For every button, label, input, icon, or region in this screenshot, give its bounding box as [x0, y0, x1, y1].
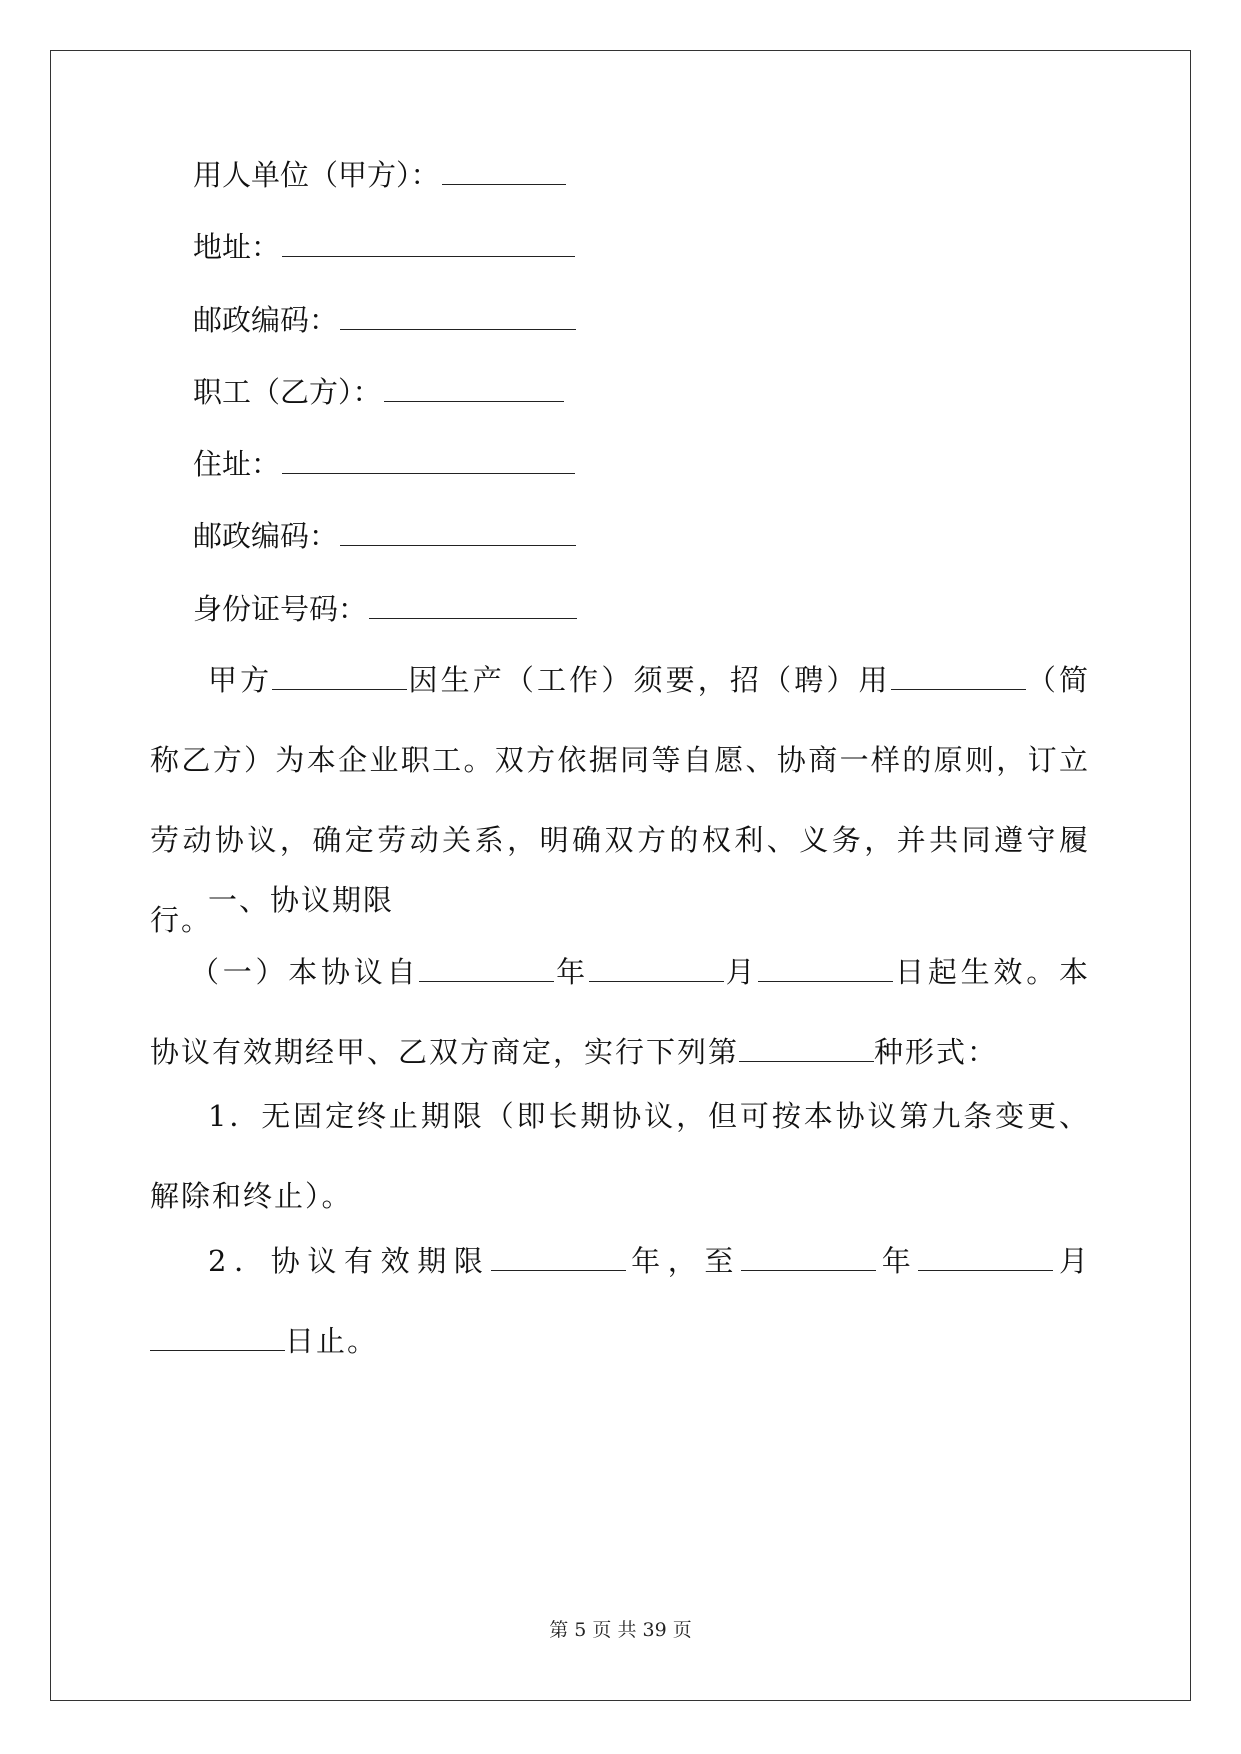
clause-1-text-b: 年 [554, 955, 589, 989]
blank-line [150, 1326, 285, 1351]
field-label: 邮政编码： [193, 519, 339, 553]
blank-line [282, 449, 575, 474]
item-2-text-e: 日止。 [285, 1324, 379, 1358]
page-number: 第 5 页 共 39 页 [549, 1619, 692, 1641]
item-2-text-b: 年，至 [625, 1244, 742, 1278]
blank-line [419, 957, 554, 982]
blank-line [282, 232, 575, 257]
intro-text-2: 因生产（工作）须要，招（聘）用 [407, 663, 891, 697]
blank-line [384, 377, 564, 402]
blank-line [272, 665, 407, 690]
field-label: 地址： [193, 230, 281, 264]
blank-line [491, 1246, 626, 1271]
intro-text-1: 甲方 [208, 663, 273, 697]
item-1-paragraph [150, 1076, 1090, 1236]
blank-line [589, 957, 724, 982]
blank-line [741, 1246, 876, 1271]
blank-line [369, 594, 577, 619]
blank-line [891, 665, 1026, 690]
field-label: 职工（乙方）： [193, 375, 382, 409]
blank-line [442, 160, 566, 185]
clause-1-text-d: 日起生效。本协议有效期经甲、乙双方商定，实行下列第 [150, 955, 1090, 1069]
field-employee-address [193, 444, 575, 484]
item-2-text-c: 年 [876, 1244, 919, 1278]
item-2-text-a: 2．协议有效期限 [208, 1244, 491, 1278]
clause-1-text-c: 月 [723, 955, 759, 989]
item-2-paragraph [150, 1221, 1090, 1381]
field-label: 住址： [193, 447, 281, 481]
field-label: 身份证号码： [193, 592, 368, 626]
field-label: 邮政编码： [193, 303, 339, 337]
field-id-number [193, 589, 577, 629]
blank-line [340, 305, 576, 330]
intro-text-3: （简称乙方）为本企业职工。双方依据同等自愿、协商一样的原则，订立劳动协议，确定劳动关系，明确双方的权利、义务，并共同遵守履行。 [150, 663, 1090, 937]
blank-line [739, 1037, 874, 1062]
blank-line [758, 957, 893, 982]
field-label: 用人单位（甲方）： [193, 158, 440, 192]
section-title [150, 860, 1090, 940]
page-footer [0, 1615, 1241, 1642]
clause-1-text-e: 种形式： [874, 1035, 999, 1069]
item-1-text: 1．无固定终止期限（即长期协议，但可按本协议第九条变更、解除和终止）。 [150, 1099, 1090, 1213]
section-1-title: 一、协议期限 [208, 883, 395, 917]
blank-line [340, 521, 576, 546]
field-employer-postcode [193, 300, 576, 340]
clause-1-text-a: （一）本协议自 [190, 955, 420, 989]
field-employer [193, 155, 566, 195]
field-employer-address [193, 227, 575, 267]
clause-1-paragraph [150, 932, 1090, 1092]
field-employee-postcode [193, 516, 576, 556]
field-employee [193, 372, 564, 412]
blank-line [918, 1246, 1053, 1271]
item-2-text-d: 月 [1053, 1244, 1090, 1278]
